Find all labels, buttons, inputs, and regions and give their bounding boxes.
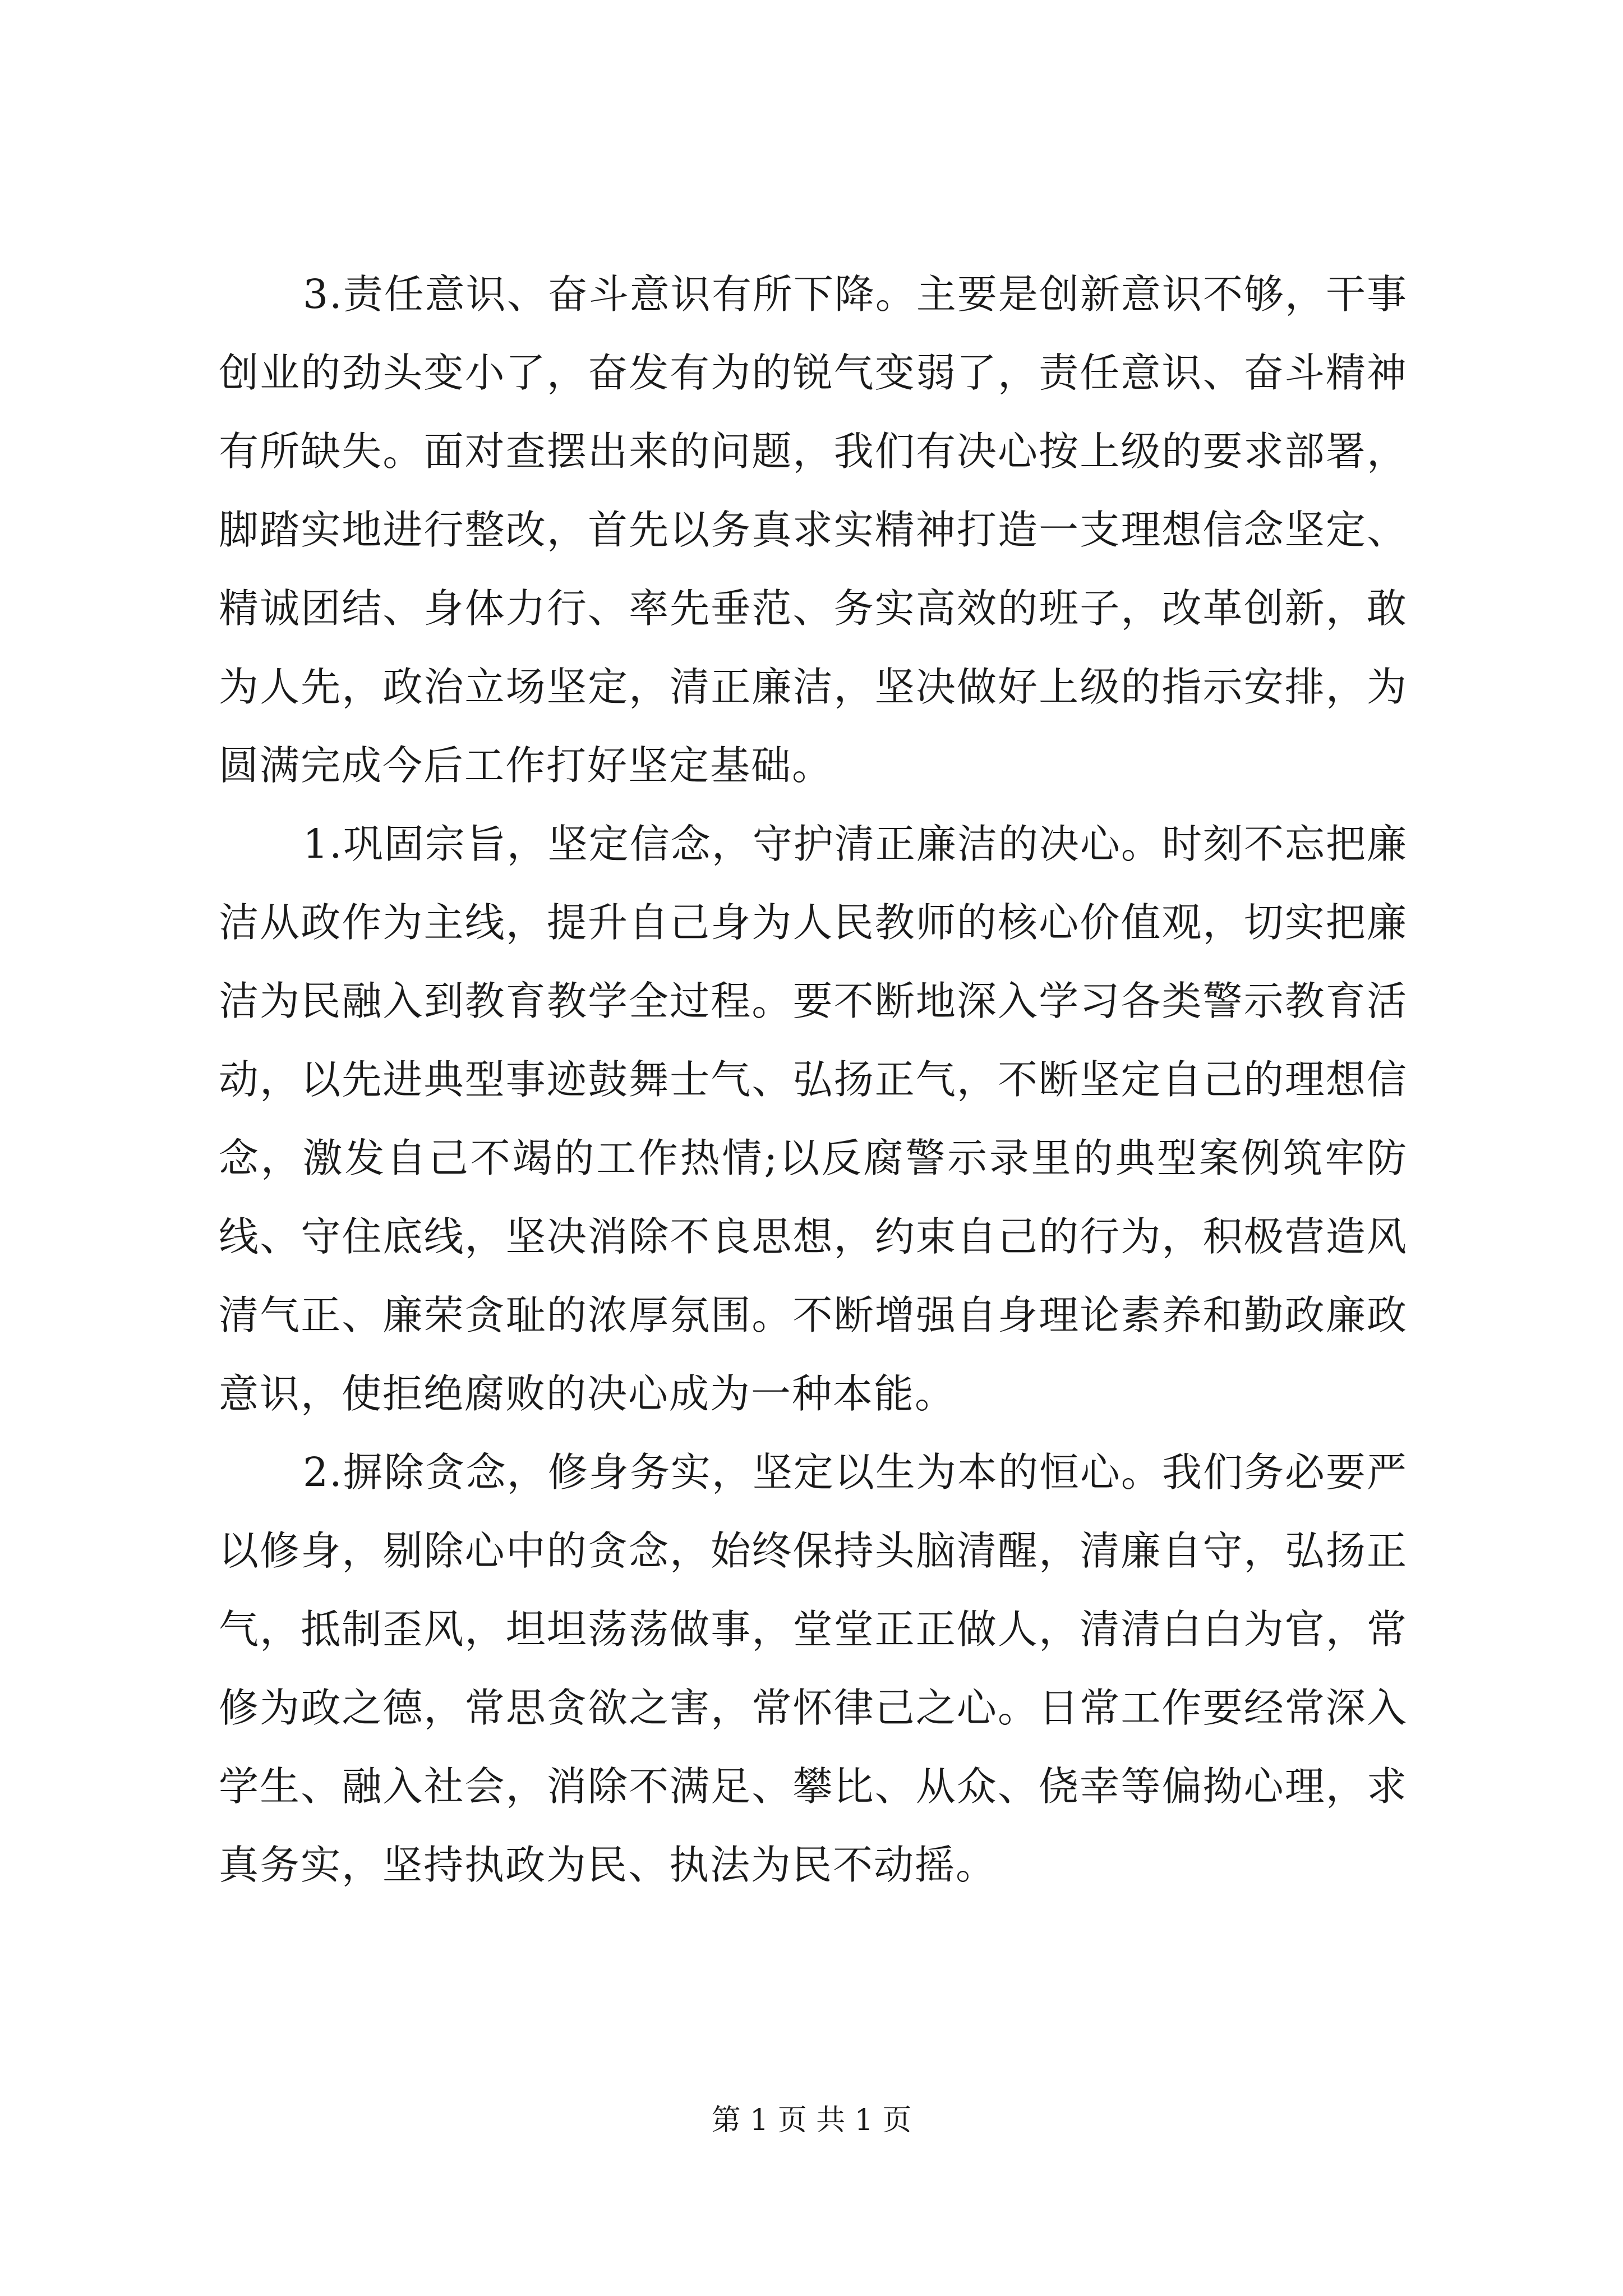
paragraph-consolidate-purpose: 1.巩固宗旨，坚定信念，守护清正廉洁的决心。时刻不忘把廉洁从政作为主线，提升自己身为人民教师的核心价值观，切实把廉洁为民融入到教育教学全过程。要不断地深入学习各类警示教育活动，以先进典型事迹鼓舞士气、弘扬正气，不断坚定自己的理想信念，激发自己不竭的工作热情;以反腐警示录里的典型案例筑牢防线、守住底线，坚决消除不良思想，约束自己的行为，积极营造风清气正、廉荣贪耻的浓厚氛围。不断增强自身理论素养和勤政廉政意识，使拒绝腐败的决心成为一种本能。	[219, 821, 1408, 1417]
paragraph-responsibility-awareness: 3.责任意识、奋斗意识有所下降。主要是创新意识不够，干事创业的劲头变小了，奋发有为的锐气变弱了，责任意识、奋斗精神有所缺失。面对查摆出来的问题，我们有决心按上级的要求部署，脚踏实地进行整改，首先以务真求实精神打造一支理想信念坚定、精诚团结、身体力行、率先垂范、务实高效的班子，改革创新，敢为人先，政治立场坚定，清正廉洁，坚决做好上级的指示安排，为圆满完成今后工作打好坚定基础。	[219, 271, 1408, 789]
page-footer: 第 1 页 共 1 页	[711, 2104, 912, 2137]
document-body	[219, 255, 1408, 1904]
paragraph-eliminate-greed: 2.摒除贪念，修身务实，坚定以生为本的恒心。我们务必要严以修身，剔除心中的贪念，始终保持头脑清醒，清廉自守，弘扬正气，抵制歪风，坦坦荡荡做事，堂堂正正做人，清清白白为官，常修为政之德，常思贪欲之害，常怀律己之心。日常工作要经常深入学生、融入社会，消除不满足、攀比、从众、侥幸等偏拗心理，求真务实，坚持执政为民、执法为民不动摇。	[219, 1449, 1408, 1888]
